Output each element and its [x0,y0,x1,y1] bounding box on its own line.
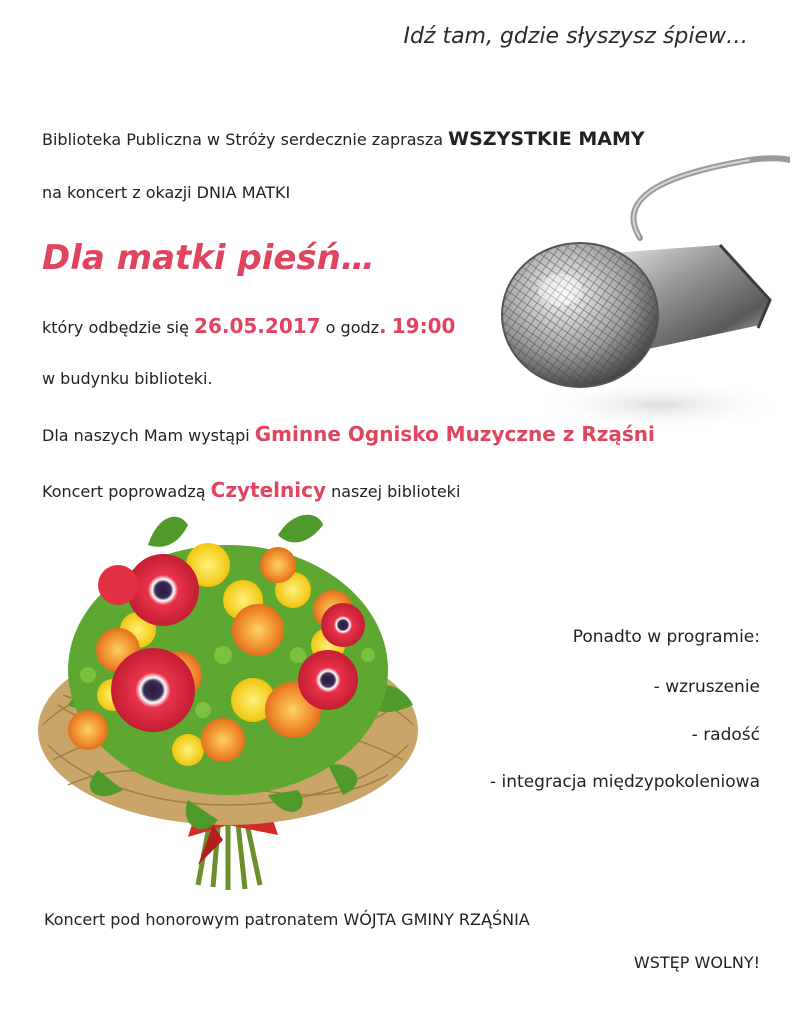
flower-bouquet-image [28,505,428,905]
hosts-line [42,478,460,502]
date-prefix: który odbędzie się [42,318,195,337]
program-item: - wzruszenie [653,677,760,697]
program-item: - integracja międzypokoleniowa [490,772,760,792]
microphone-image [490,150,790,440]
occasion-line: na koncert z okazji DNIA MATKI [42,183,291,202]
concert-date: 26.05.2017 [194,314,321,338]
free-entry-note: WSTĘP WOLNY! [633,953,760,972]
concert-title: Dla matki pieśń… [42,238,375,278]
program-item: - radość [691,725,760,745]
venue-line: w budynku biblioteki. [42,369,213,388]
invitation-text: Biblioteka Publiczna w Stróży serdecznie zaprasza [42,130,449,149]
time-prefix: o godz [325,318,380,337]
invitation-highlight: WSZYSTKIE MAMY [448,128,645,150]
time-dot: . [379,314,387,338]
date-line [42,314,455,338]
performers-line [42,422,655,446]
hosts-name: Czytelnicy [210,478,326,502]
invitation-line [42,128,645,150]
patronage-line: Koncert pod honorowym patronatem WÓJTA GMINY RZĄŚNIA [44,910,530,929]
hosts-prefix: Koncert poprowadzą [42,482,211,501]
performers-name: Gminne Ognisko Muzyczne z Rząśni [254,422,655,446]
motto: Idź tam, gdzie słyszysz śpiew… [403,24,748,49]
performers-prefix: Dla naszych Mam wystąpi [42,426,255,445]
hosts-suffix: naszej biblioteki [325,482,461,501]
program-heading: Ponadto w programie: [572,627,760,647]
concert-time: 19:00 [391,314,456,338]
